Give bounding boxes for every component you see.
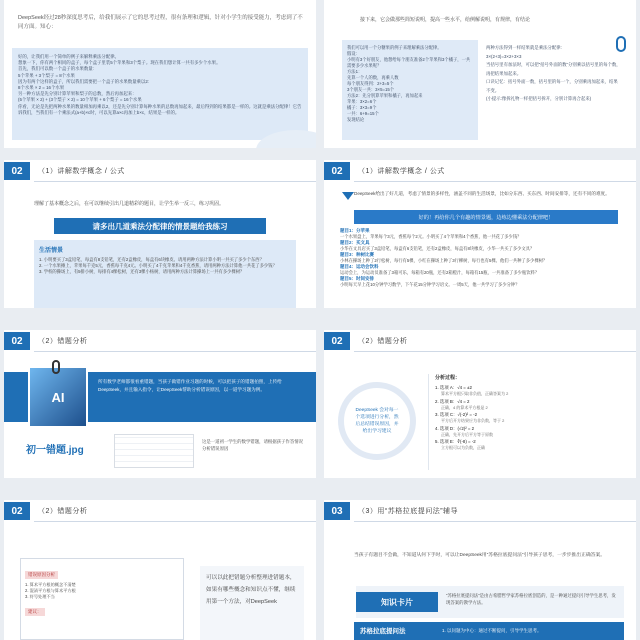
slide1-answer-text: 好的，让我们用一个简单的例子来解释乘法分配律。 想象一下，你有两个相同的盒子，每个盒子里装5个苹果和3个梨子。现在我们想计算一共有多少个水果。 首先，我们可以数一个盒子的水果数量： 5个苹果 + 3个梨子 = 8个水果 因为有两个这样的盒子，所以我们需要把一个盒子的水果数量乘以2： 8个水果 × 2 = 16个水果 另一种方法是先分别计算苹果和梨子的总数，然后再加起来： (5个苹果 × 2) + (3个梨子 × 2) = 10个苹果 + 6个梨子 = 16个水果 你看，无论是先把两种水果的数量相加再乘以2，还是先分别计算每种水果的总数再加起来，最后得到的结果都是一样的。这就是乘法分配律！它告诉我们，当我们有一个乘法式(a+b)×c时，可以先算a×c再加上b×c，结果是一样的。 <box>18 54 302 115</box>
header-divider <box>354 521 636 522</box>
question-body: 小华在文具店买了3盒铅笔，每盒有6支铅笔，还有2盒橡皮，每盒有8块橡皮，小华一共买了多少文具？ <box>340 246 535 251</box>
slide2-top-text: 接下来，它会做那些简短说明，提高一些水平，给例解说明，有规律，有结论 <box>360 17 531 23</box>
header-divider <box>34 181 316 182</box>
section-number: 02 <box>4 502 30 520</box>
socratic-text: 1. 以问题为中心：通过不断提问，引导学生思考。 <box>442 628 542 633</box>
triangle-marker-icon <box>342 192 354 200</box>
slide3-scenario-box <box>34 240 296 308</box>
question-body: 小明每天早上花10分钟学习数学，下午花15分钟学习语文。一周5天，他一共学习了多少分钟？ <box>340 282 520 287</box>
slide-3[interactable] <box>4 160 316 308</box>
question-heading: 题目5：时间安排 <box>340 276 375 281</box>
analysis-row <box>435 412 626 424</box>
slide1-answer-box <box>12 48 308 140</box>
analysis-desc: 立方根可以为负数，正确 <box>441 445 485 450</box>
error-reason-tag: 错误原因分析 <box>25 571 58 579</box>
question-item <box>340 252 626 264</box>
analysis-desc: 算术平方根只取非负值，正确答案为 2 <box>441 391 509 396</box>
section-number: 02 <box>4 162 30 180</box>
suggestion-tag: 建议： <box>25 608 45 616</box>
analysis-option: 2. 选项 B：√4 = 2 <box>435 398 470 404</box>
ai-label: AI <box>51 389 65 405</box>
slide-2[interactable] <box>324 0 636 148</box>
analysis-row <box>435 439 626 451</box>
section-title: （2）错题分析 <box>38 338 88 345</box>
knowledge-card <box>356 586 624 618</box>
paperclip-icon <box>52 360 60 374</box>
knowledge-card-label: 知识卡片 <box>356 592 438 612</box>
handwritten-answer-image <box>114 434 194 468</box>
slide2-left-box <box>342 40 478 140</box>
slide7-note-box <box>200 566 304 640</box>
analysis-row <box>435 385 626 397</box>
analysis-heading: 分析过程： <box>435 375 461 381</box>
analysis-desc: 正确，先开方后平方等于原数 <box>441 431 493 437</box>
slide5-body: 所有数学老师都很看重错题，当孩子做错作业习题的时候，可以把孩子的错题拍照，上传给DeepSeek，并且输入指令，让DeepSeek帮助分析错误原因，以一道学习题为例。 <box>98 379 282 392</box>
socratic-method-box <box>354 622 624 640</box>
analysis-desc: 正确，4 的算术平方根是 2 <box>441 404 488 410</box>
header-divider <box>354 181 636 182</box>
slide4-reply-banner: 好的！再给你几个有趣的情景题，边练边懂乘法分配律吧！ <box>354 210 618 224</box>
slide-7[interactable] <box>4 500 316 640</box>
slide-5[interactable] <box>4 330 316 478</box>
question-item <box>340 228 626 240</box>
slide2-left-text: 我们可以用一个分糖果的例子来理解乘法分配律。 假设： 小明有3个好朋友，他想给每个朋友准备2个苹果和3个橘子，一共需要多少水果呢？ 方法1： 先算一个人的数，再乘人数 每个朋友得到：2+3=5个 3个朋友一共：3×5=15个 方法2：先分别算苹果和橘子，再加起来 苹果：3×2=6个 橘子：3×3=9个 一共：6+9=15个 发现结论 <box>347 45 471 122</box>
header-divider <box>34 521 316 522</box>
slide4-header <box>324 160 636 182</box>
analysis-row <box>435 426 626 438</box>
analysis-panel <box>428 374 626 470</box>
question-item <box>340 264 626 276</box>
slide2-right-text: 两种方法得到一样结果就是乘法分配律： 3×(2+3)=3×2+3×3 当括号里有加法时，可以把“括号外面的数”分别乘以括号里的每个数，再把结果加起来。 口诀记忆：括号外面一数，括号里的每一个，分别乘再加起来，结果不变。 (小提示:像拆礼物一样把括号拆开，分别计算再合起来) <box>486 45 621 101</box>
reason-line: 3. 符号处理不当 <box>25 594 55 599</box>
header-divider <box>354 351 636 352</box>
circle-text: DeepSeek 会对每一个选项进行分析，然后总结错误原因，并给出学习建议 <box>355 408 399 434</box>
slide3-lead: 理解了基本概念之后，在可以继续引出几道精彩的题目，让学生举一反三，练习巩固。 <box>34 201 225 207</box>
slide8-header <box>324 500 636 522</box>
slide-6[interactable] <box>324 330 636 478</box>
ai-illustration-image <box>28 366 88 428</box>
section-number: 02 <box>324 162 350 180</box>
slide-8[interactable] <box>324 500 636 640</box>
section-number: 03 <box>324 502 350 520</box>
section-title: （2）错题分析 <box>358 338 408 345</box>
slide7-header <box>4 500 316 522</box>
paperclip-icon <box>616 36 626 52</box>
header-divider <box>34 351 316 352</box>
question-heading: 题目3：种树比赛 <box>340 252 375 257</box>
analysis-option: 3. 选项 C：√(-2)² = -2 <box>435 412 478 417</box>
slide3-header <box>4 160 316 182</box>
knowledge-card-text: “苏格拉底提问法”是由古希腊哲学家苏格拉底创造的，是一种通过提问引导学生思考，发现答案的教学方法。 <box>446 593 616 605</box>
slide8-body: 当孩子有题目不会做，不知道从何下手时，可以让DeepSeek用“苏格拉底提问法”引导孩子思考，一步步推出正确答案。 <box>354 553 606 558</box>
slide-1[interactable] <box>4 0 316 148</box>
analysis-option: 4. 选项 D：(√2)² = 2 <box>435 425 475 431</box>
question-body: 一个水果盘上，苹果每个3元，香蕉每个2元。小明买了4个苹果和4个香蕉，他一共花了多少钱？ <box>340 234 522 239</box>
section-title: （3）用“苏格拉底提问法”辅导 <box>358 508 459 515</box>
section-title: （2）错题分析 <box>38 508 88 515</box>
scenario-heading: 生活情景 <box>39 248 64 254</box>
analysis-option: 1. 选项 A：√4 = ±2 <box>435 385 472 390</box>
slide1-intro: DeepSeek经过28秒深度思考后，给我们展示了它的思考过程，很有条理和逻辑，针对小学生的接受能力，考虑到了不同方面。知心： <box>18 15 303 30</box>
question-item <box>340 240 626 252</box>
question-body: 运动会上，为运动员准备了3箱可乐，每箱有20瓶，还有2箱橙汁，每箱有15瓶，一共准备了多少瓶饮料？ <box>340 270 540 275</box>
question-heading: 题目4：运动会饮料 <box>340 264 379 269</box>
slide-4[interactable] <box>324 160 636 308</box>
analysis-desc: 平方后开方结果应为非负数，等于 2 <box>441 418 505 423</box>
section-title: （1）讲解数学概念 / 公式 <box>358 168 445 175</box>
analysis-option: 5. 选项 E：∛(-8) = -2 <box>435 439 476 444</box>
question-body: 小林在操场上种了2行松树，每行有5棵，小红在操场上种了3行柳树，每行也有5棵。他们一共种了多少棵树？ <box>340 258 548 263</box>
slide2-right-panel <box>482 40 626 120</box>
scenario-text: 1. 小明要买了3盒铅笔，每盒有8支铅笔，还有2盒橡皮，每盒有6块橡皮。请用两种方法计算小明一共买了多少个东西？ 2. 一个水果摊上，苹果每千克5元，香蕉每千克4元。小明买了4千克苹果和4千克香蕉，请用两种方法计算他一共花了多少钱？ 3. 学校的操场上，有5排小树，每排有4棵松树，还有3棵小杨树，请用两种方法计算操场上一共有多少棵树？ <box>39 257 277 275</box>
slide4-question-list <box>340 228 626 288</box>
slide6-header <box>324 330 636 352</box>
slide4-lead: DeepSeek给出了好几道，考虑了情景的多样性，涵盖不同的生活场景，比如分东西、买东西、时间安排等，还有不同的难度。 <box>354 191 610 196</box>
slide5-header <box>4 330 316 352</box>
error-image-label: 初一错题.jpg <box>26 445 84 456</box>
reason-line: 1. 算术平方根的概念不清楚 <box>25 582 76 587</box>
slide5-caption: 这是一道初一学生的数学错题，请根据孩子作答情况分析错误原因 <box>202 439 303 451</box>
socratic-heading: 苏格拉底提问法 <box>360 628 406 635</box>
circle-outline <box>338 382 416 460</box>
question-item <box>340 276 626 288</box>
section-number: 02 <box>4 332 30 350</box>
slide7-note-text: 可以以此把错题分析整理进错题本，如果有哪些概念和知识点不懂，继续用第一个方法，对DeepSeek <box>206 575 296 605</box>
slide3-prompt-banner: 请多出几道乘法分配律的情景题给我练习 <box>54 218 266 234</box>
analysis-screenshot <box>20 558 184 640</box>
analysis-row <box>435 399 626 411</box>
reason-line: 2. 混淆平方根与算术平方根 <box>25 588 76 593</box>
question-heading: 题目1：分苹果 <box>340 228 370 233</box>
question-heading: 题目2：买文具 <box>340 240 370 245</box>
section-number: 02 <box>324 332 350 350</box>
section-title: （1）讲解数学概念 / 公式 <box>38 168 125 175</box>
